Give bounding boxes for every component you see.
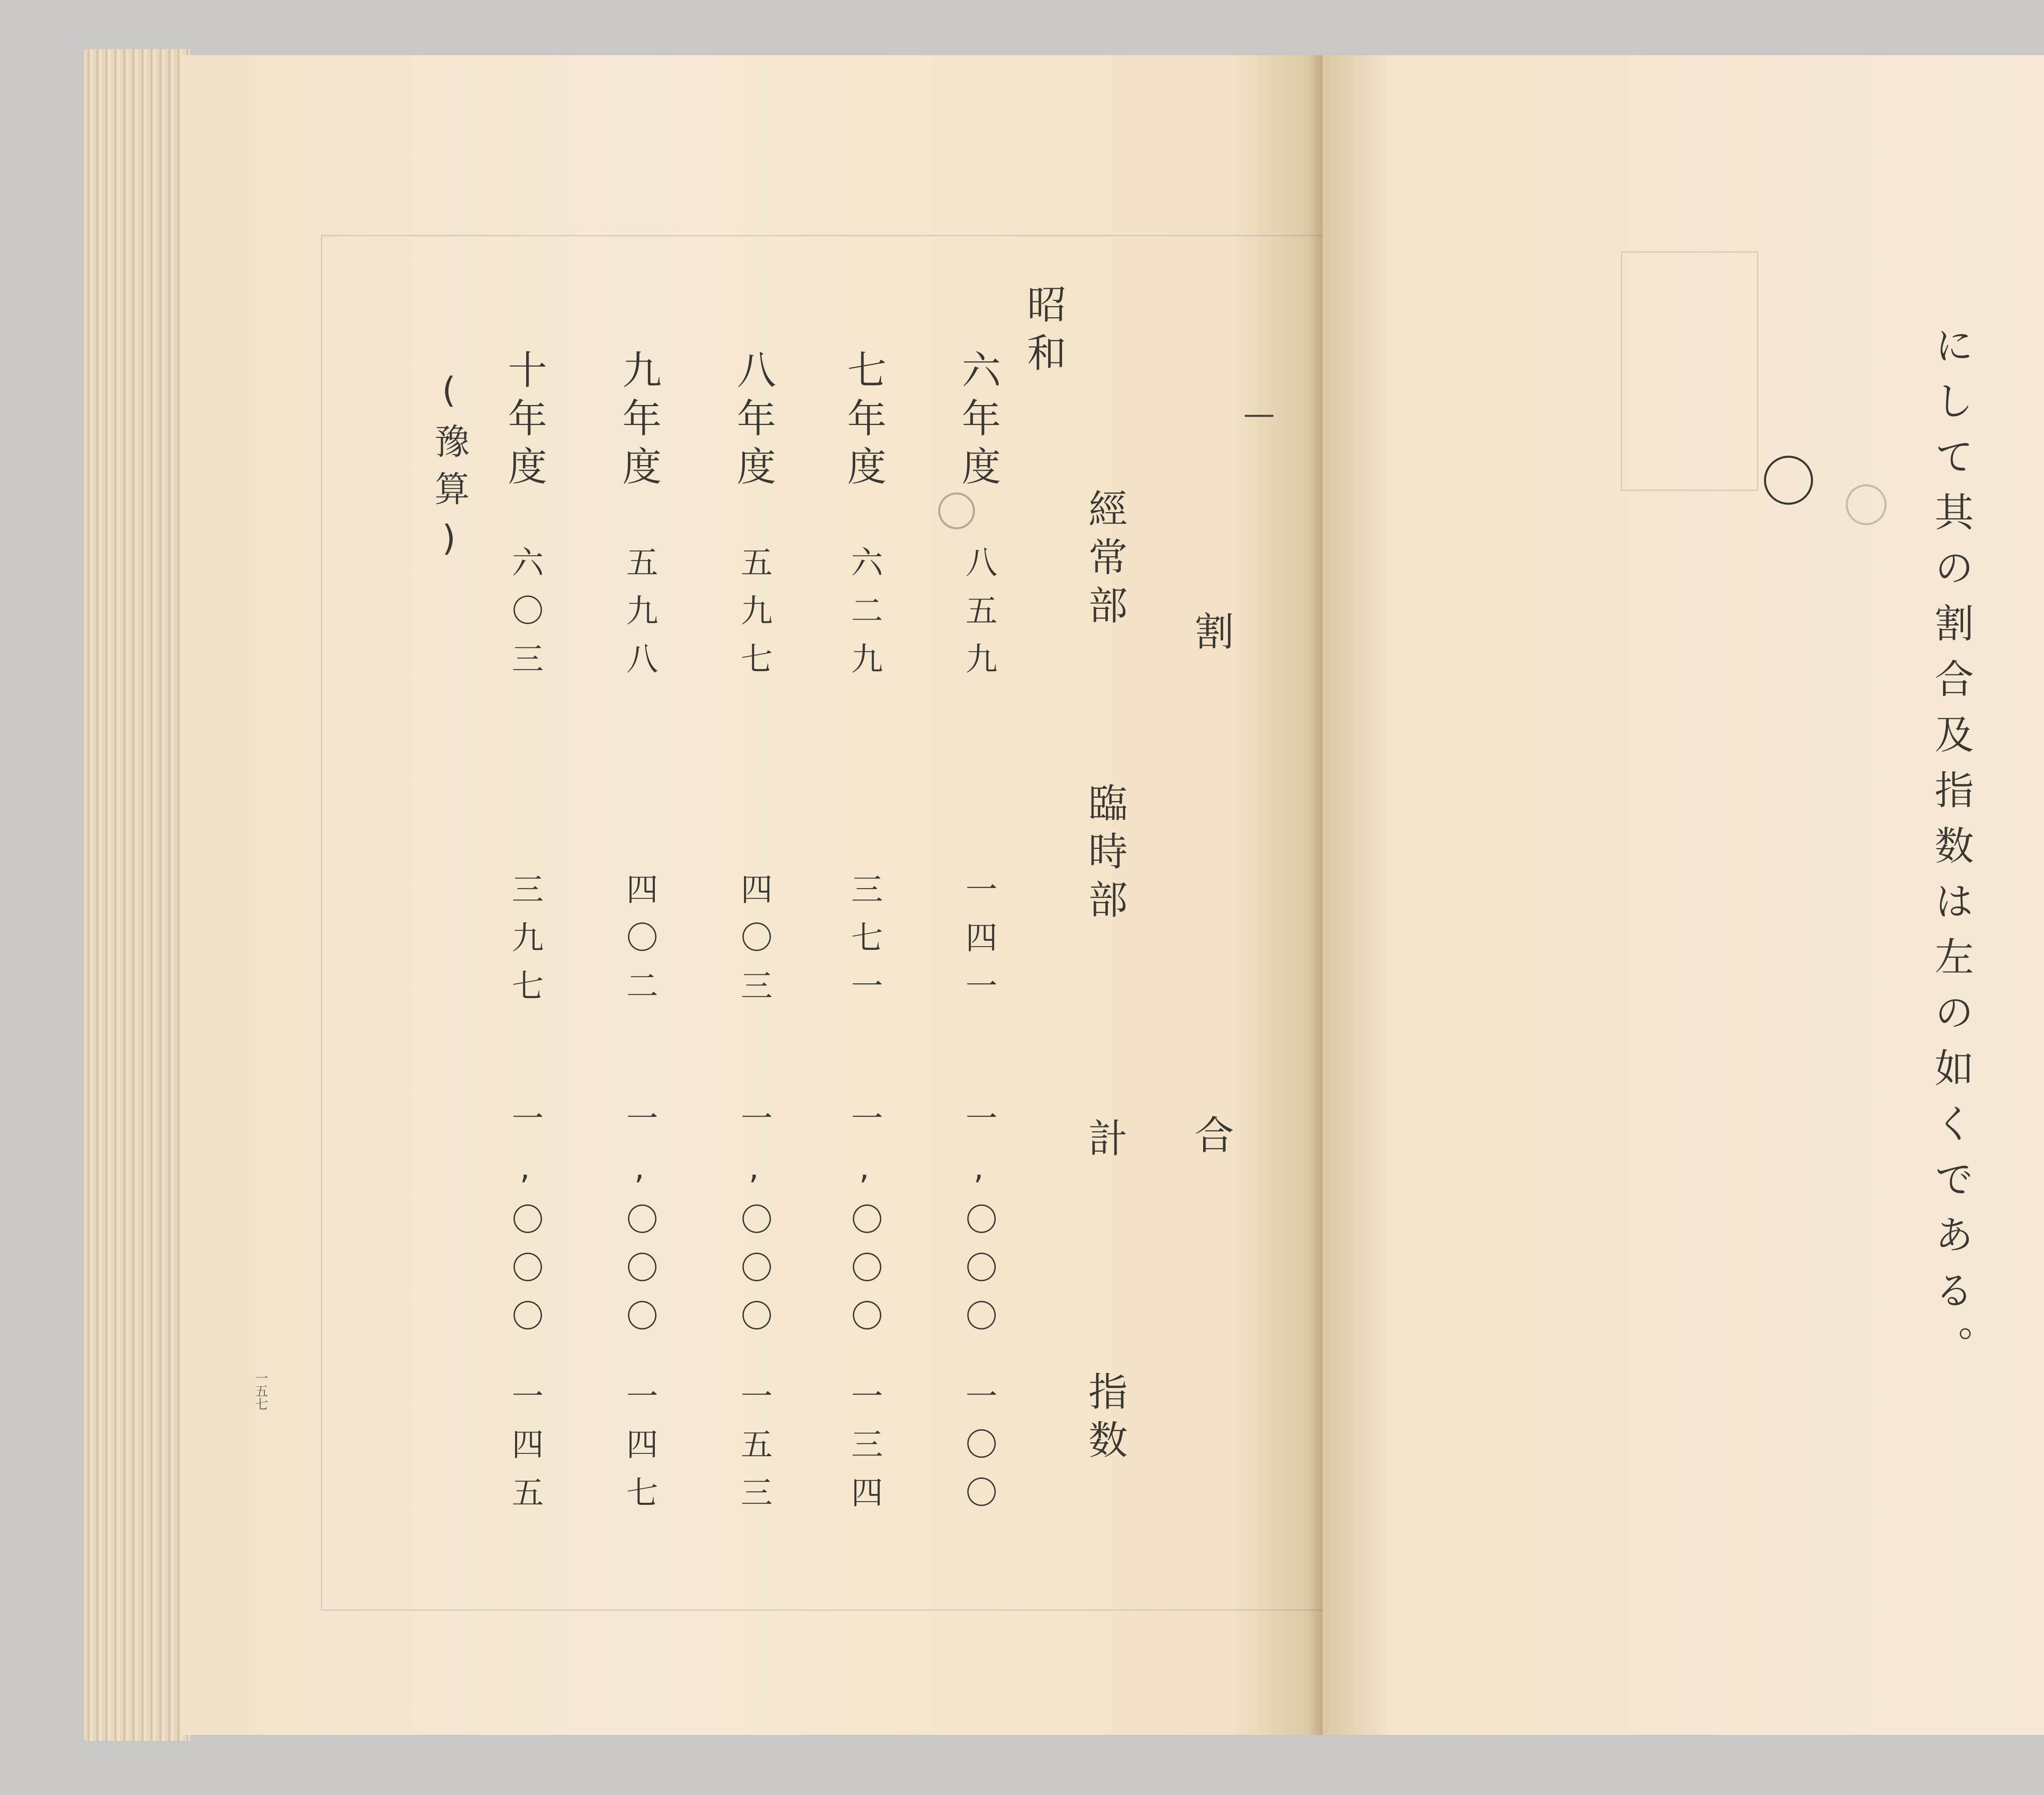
cell-8-ordinary: 五九七 [735,546,772,690]
cell-8-total: 一,〇〇〇 [735,1101,772,1347]
row-label-10: 十年度 [502,349,547,494]
row-label-7: 七年度 [841,349,887,494]
cell-6-extra: 一四一 [960,873,997,1017]
summary-sentence: にして其の割合及指数は左の如くである。 [1928,325,1974,1381]
header-index: 指数 [1082,1371,1128,1468]
cell-8-extra: 四〇三 [735,873,772,1017]
right-page [1322,55,2044,1735]
header-total: 計 [1082,1118,1128,1166]
cell-6-ordinary: 八五九 [960,546,997,690]
cell-10-total: 一,〇〇〇 [507,1101,543,1347]
cell-6-total: 一,〇〇〇 [960,1101,997,1347]
cell-7-index: 一三四 [846,1379,883,1524]
show-through-box [1621,251,1758,491]
tick-mark [1245,415,1273,417]
left-page [182,55,1322,1735]
era-label: 昭和 [1021,284,1067,380]
cell-10-index: 一四五 [507,1379,543,1524]
drawn-circle [1764,456,1813,505]
left-page-edges [84,49,190,1741]
cell-7-extra: 三七一 [846,873,883,1017]
cell-9-total: 一,〇〇〇 [621,1101,658,1347]
cell-7-ordinary: 六二九 [846,546,883,690]
left-folio: 一五七 [253,1371,269,1410]
show-through-circle [938,492,975,529]
row-label-budget: (豫算) [428,370,469,571]
cell-10-extra: 三九七 [507,873,543,1017]
row-label-9: 九年度 [616,349,662,494]
header-extraordinary: 臨時部 [1082,783,1128,927]
show-through-circle [1846,484,1887,525]
cell-7-total: 一,〇〇〇 [846,1101,883,1347]
cell-6-index: 一〇〇 [960,1379,997,1524]
cell-10-ordinary: 六〇三 [507,546,543,690]
table-title: 割 合 [1188,611,1234,1366]
cell-9-ordinary: 五九八 [621,546,658,690]
cell-9-index: 一四七 [621,1379,658,1524]
row-label-6: 六年度 [955,349,1001,494]
row-label-8: 八年度 [731,349,776,494]
header-ordinary: 經常部 [1082,488,1128,633]
cell-8-index: 一五三 [735,1379,772,1524]
cell-9-extra: 四〇二 [621,873,658,1017]
